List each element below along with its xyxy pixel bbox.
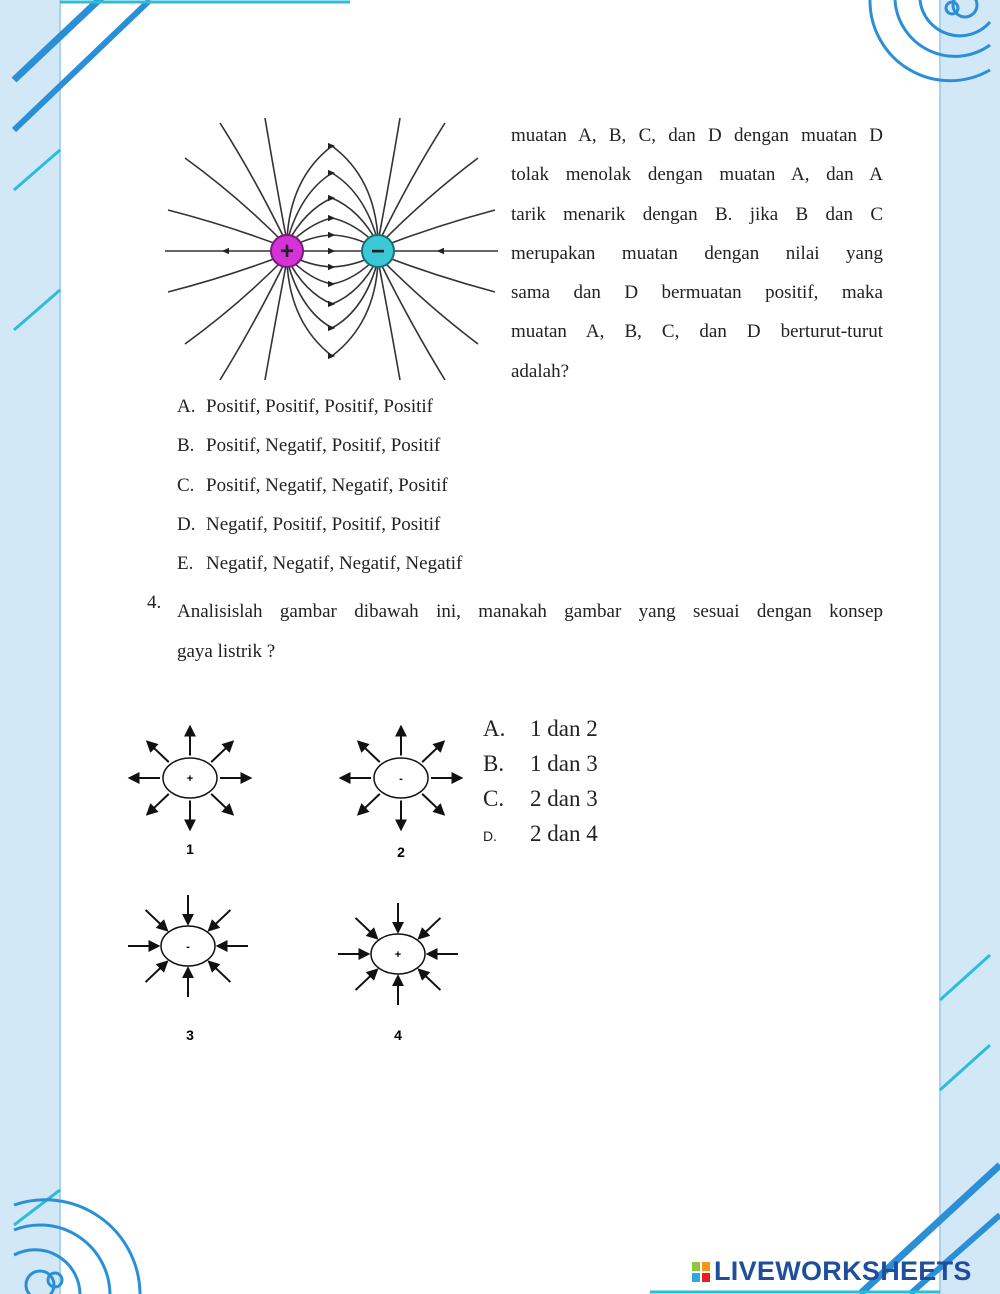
field-arrow bbox=[422, 742, 443, 762]
field-arrow bbox=[211, 742, 232, 762]
field-arrow bbox=[148, 794, 169, 814]
question4-line2: gaya listrik ? bbox=[177, 640, 276, 662]
answer-text: 2 dan 3 bbox=[530, 786, 598, 811]
brand-name: LIVEWORKSHEETS bbox=[714, 1256, 972, 1286]
field-arrow bbox=[209, 962, 230, 982]
option-letter: E. bbox=[177, 553, 194, 574]
field-arrow bbox=[359, 742, 380, 762]
question4-answer-c[interactable] bbox=[483, 786, 598, 812]
answer-text: 1 dan 3 bbox=[530, 751, 598, 776]
charge-figure-2 bbox=[341, 727, 461, 860]
charge-sign: - bbox=[186, 941, 190, 953]
field-arrow bbox=[419, 918, 440, 938]
charge-sign: + bbox=[394, 949, 402, 961]
option-text: Positif, Negatif, Positif, Positif bbox=[206, 435, 441, 456]
question4-number: 4. bbox=[147, 592, 162, 613]
question3-option-b[interactable] bbox=[177, 435, 440, 457]
field-arrow bbox=[146, 910, 167, 930]
charge-arrow-figures bbox=[110, 712, 480, 1052]
charge-figure-4 bbox=[338, 903, 458, 1043]
field-arrow bbox=[359, 794, 380, 814]
question3-option-e[interactable] bbox=[177, 553, 462, 575]
answer-text: 1 dan 2 bbox=[530, 716, 598, 741]
electric-field-lines-figure bbox=[160, 118, 500, 380]
option-text: Positif, Negatif, Negatif, Positif bbox=[206, 475, 448, 496]
question3-line: adalah? bbox=[511, 360, 570, 382]
positive-charge-sign: + bbox=[279, 238, 295, 265]
figure-number-label: 2 bbox=[397, 844, 405, 860]
field-arrow bbox=[419, 970, 440, 990]
field-arrow bbox=[211, 794, 232, 814]
option-text: Negatif, Negatif, Negatif, Negatif bbox=[206, 553, 463, 574]
question4-answer-b[interactable] bbox=[483, 751, 598, 777]
question3-line: sama dan D bermuatan positif, maka bbox=[511, 282, 883, 304]
liveworksheets-logo bbox=[692, 1256, 992, 1288]
answer-letter: D. bbox=[483, 828, 497, 844]
field-arrow bbox=[356, 970, 377, 990]
field-arrow bbox=[148, 742, 169, 762]
question3-line: muatan A, B, C, dan D berturut-turut bbox=[511, 321, 883, 343]
answer-letter: A. bbox=[483, 716, 506, 741]
option-letter: A. bbox=[177, 396, 196, 417]
option-text: Positif, Positif, Positif, Positif bbox=[206, 396, 433, 417]
field-arrow bbox=[146, 962, 167, 982]
question4-answer-d[interactable] bbox=[483, 821, 598, 847]
question3-line: muatan A, B, C, dan D dengan muatan D bbox=[511, 125, 883, 146]
charge-sign: + bbox=[186, 773, 194, 785]
question3-line: tarik menarik dengan B. jika B dan C bbox=[511, 203, 883, 225]
option-letter: B. bbox=[177, 435, 195, 456]
figure-number-label: 3 bbox=[186, 1027, 194, 1043]
negative-charge-sign: − bbox=[370, 238, 386, 265]
question3-text bbox=[511, 116, 883, 391]
charge-sign: - bbox=[399, 773, 403, 785]
option-letter: C. bbox=[177, 475, 195, 496]
question3-line: merupakan muatan dengan nilai yang bbox=[511, 242, 883, 264]
question4-answer-a[interactable] bbox=[483, 716, 598, 742]
answer-letter: C. bbox=[483, 786, 505, 811]
field-arrow bbox=[209, 910, 230, 930]
liveworksheets-icon bbox=[692, 1262, 710, 1282]
question3-option-c[interactable] bbox=[177, 475, 448, 497]
field-arrow bbox=[422, 794, 443, 814]
question3-option-d[interactable] bbox=[177, 514, 440, 536]
figure-number-label: 4 bbox=[394, 1027, 402, 1043]
question3-line: tolak menolak dengan muatan A, dan A bbox=[511, 164, 883, 186]
option-letter: D. bbox=[177, 514, 196, 535]
charge-figure-1 bbox=[130, 727, 250, 857]
field-arrow bbox=[356, 918, 377, 938]
option-text: Negatif, Positif, Positif, Positif bbox=[206, 514, 441, 535]
question3-option-a[interactable] bbox=[177, 396, 433, 418]
figure-number-label: 1 bbox=[186, 841, 194, 857]
answer-text: 2 dan 4 bbox=[530, 821, 598, 846]
charge-figure-3 bbox=[128, 895, 248, 1043]
question4-line1: Analisislah gambar dibawah ini, manakah gambar yang sesuai dengan konsep bbox=[177, 601, 883, 622]
answer-letter: B. bbox=[483, 751, 505, 776]
